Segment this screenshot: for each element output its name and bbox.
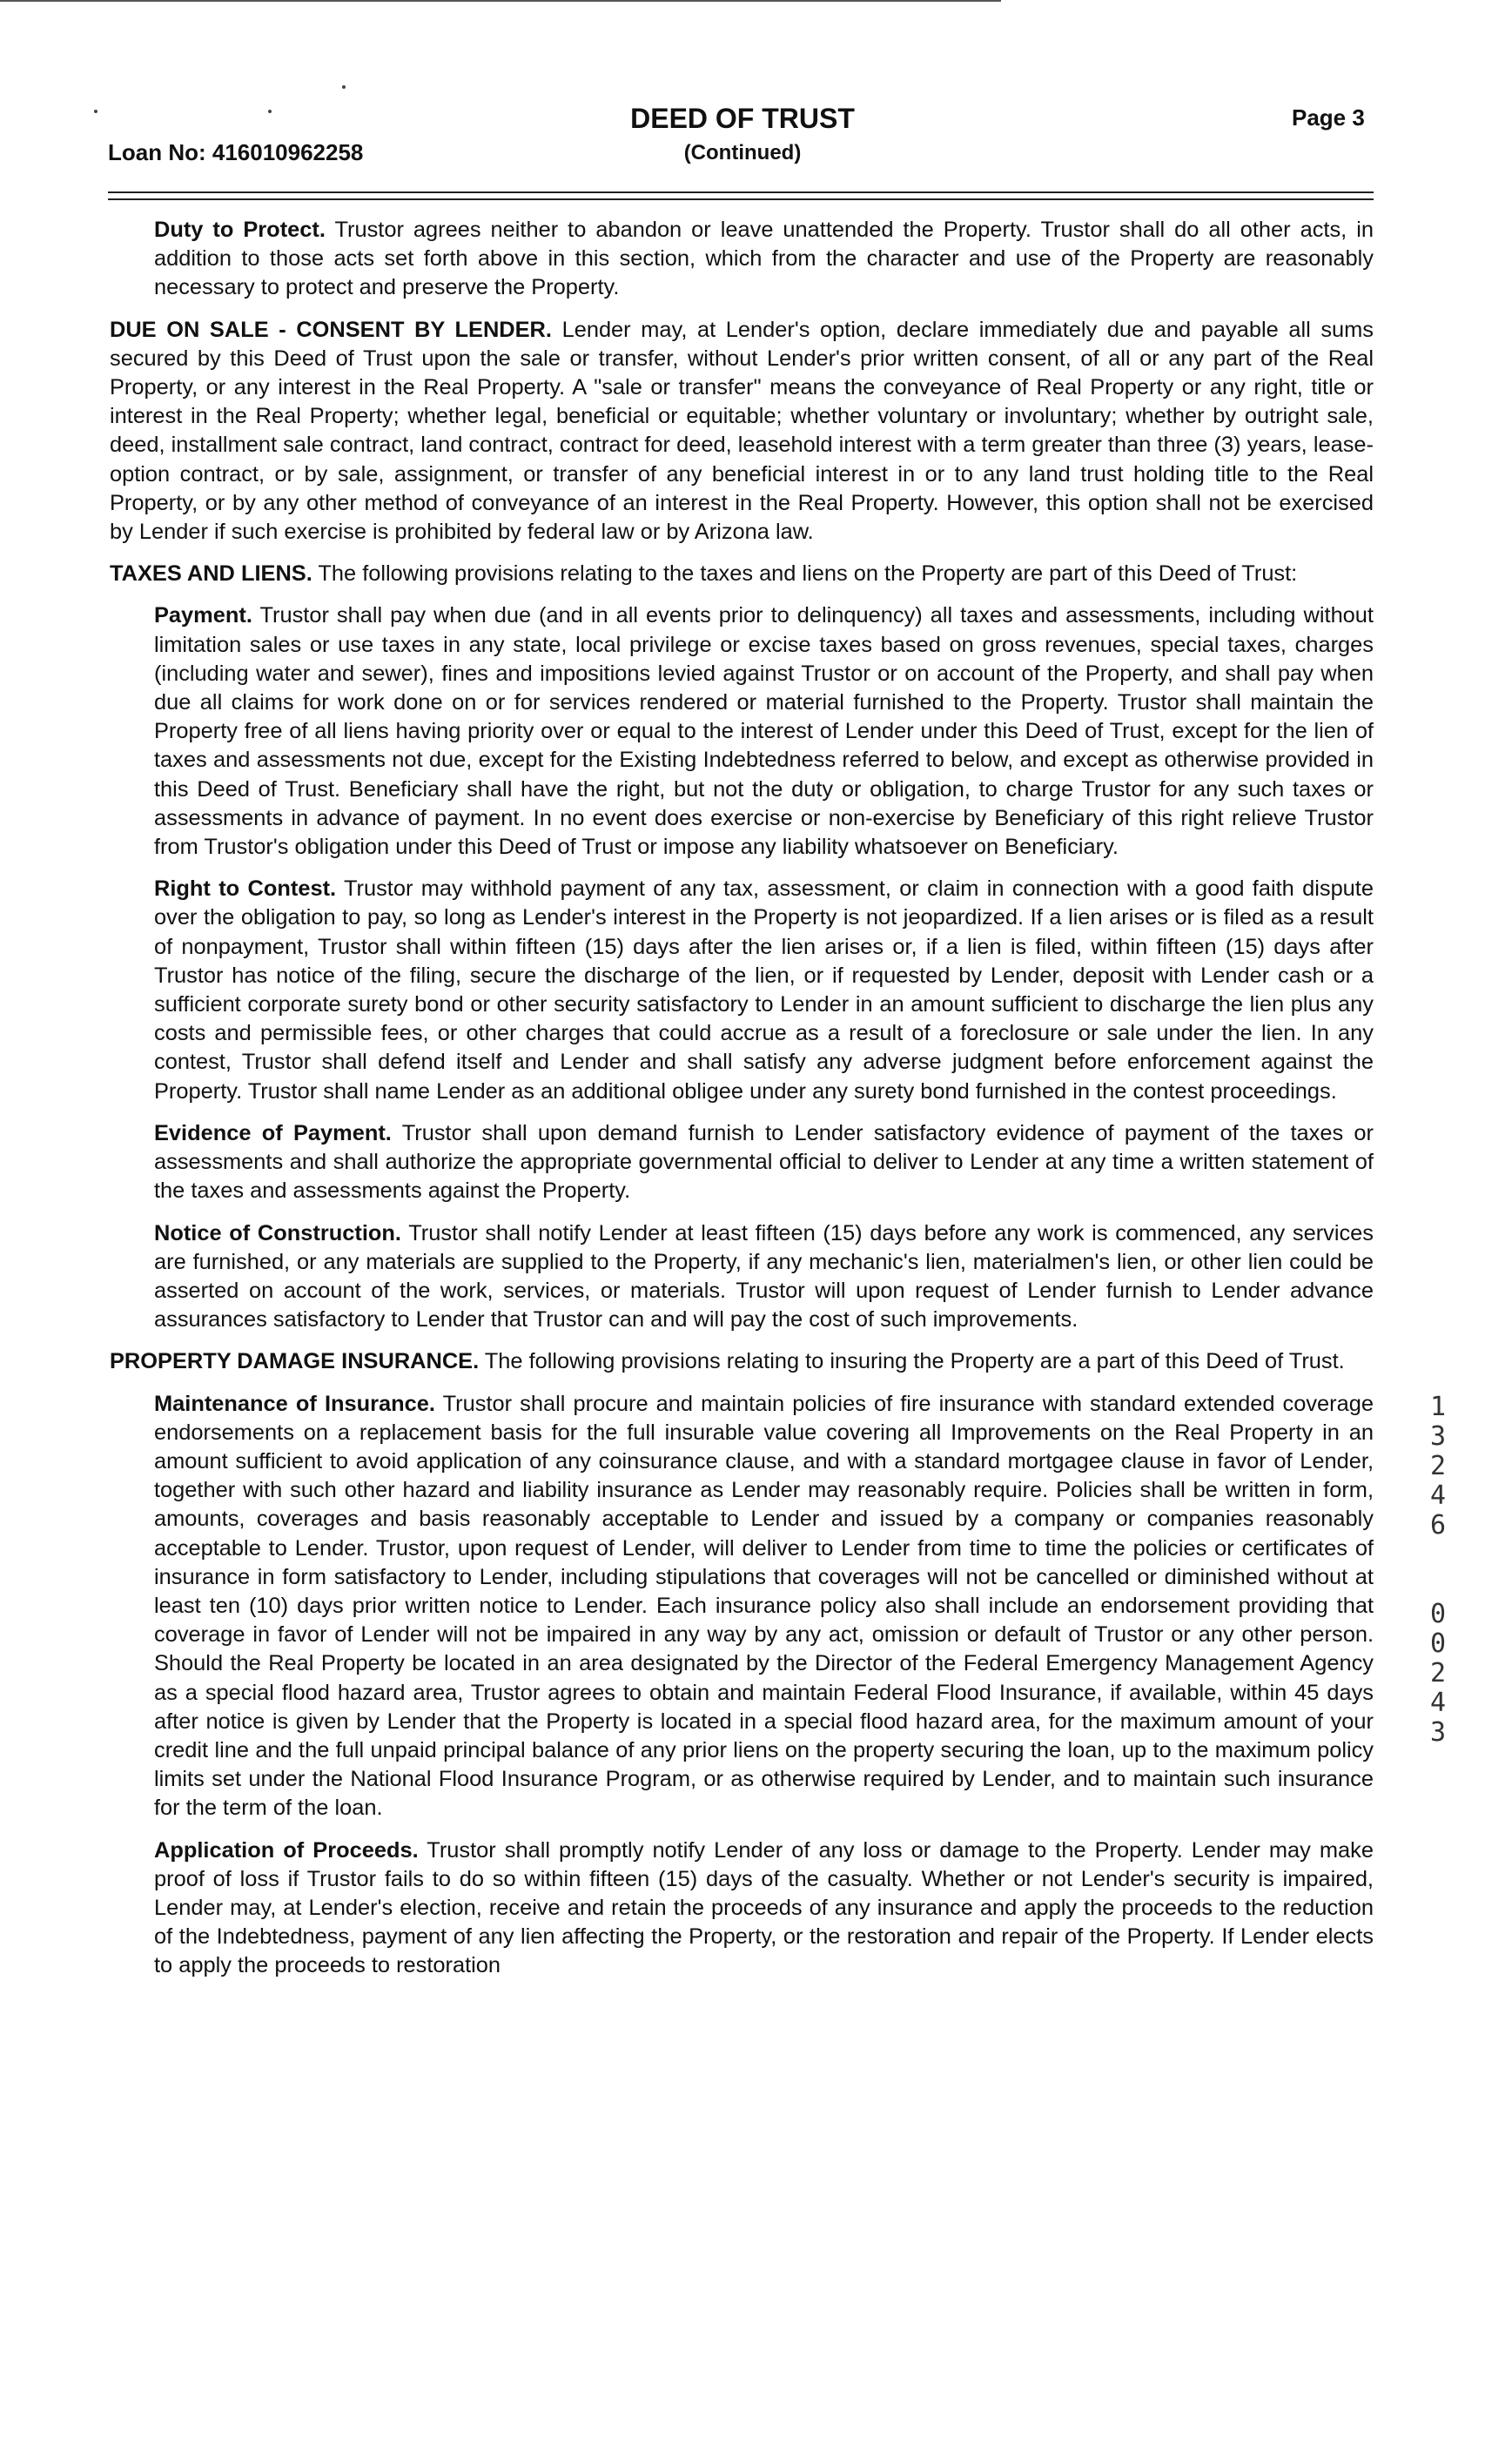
section-heading: TAXES AND LIENS.	[110, 561, 312, 587]
document-body	[110, 216, 1374, 1994]
section-taxes-and-liens	[110, 560, 1374, 588]
scan-speck	[342, 85, 346, 89]
section-property-damage-insurance	[110, 1347, 1374, 1376]
document-title: DEED OF TRUST	[630, 103, 855, 134]
section-application-of-proceeds	[154, 1836, 1374, 1981]
section-text: Lender may, at Lender's option, declare immediately due and payable all sums secured by this Deed of Trust upon the sale or transfer, without Lender's prior written consent, of all or any part of the Real Property, or any interest in the Real Property. A "sale or transfer" means the conveyance of Real Property or any right, title or interest in the Real Property; whether legal, beneficial or equitable; whether voluntary or involuntary; whether by outright sale, deed, installment sale contract, land contract, contract for deed, leasehold interest with a term greater than three (3) years, lease-option contract, or by sale, assignment, or transfer of any beneficial interest in or to any land trust holding title to the Real Property, or by any other method of conveyance of an interest in the Real Property. However, this option shall not be exercised by Lender if such exercise is prohibited by federal law or by Arizona law.	[110, 317, 1374, 545]
section-heading: Right to Contest.	[154, 876, 337, 902]
section-evidence-of-payment	[154, 1119, 1374, 1206]
section-text: Trustor may withhold payment of any tax, assessment, or claim in connection with a good faith dispute over the obligation to pay, so long as Lender's interest in the Property is not jeopardized. If a lien arises or is filed as a result of nonpayment, Trustor shall within fifteen (15) days after the lien arises or, if a lien is filed, within fifteen (15) days after Trustor has notice of the filing, secure the discharge of the lien, or if requested by Lender, deposit with Lender cash or a sufficient corporate surety bond or other security satisfactory to Lender in an amount sufficient to discharge the lien plus any costs and permissible fees, or other charges that could accrue as a result of a foreclosure or sale under the lien. In any contest, Trustor shall defend itself and Lender and shall satisfy any adverse judgment before enforcement against the Property. Trustor shall name Lender as an additional obligee under any surety bond furnished in the contest proceedings.	[154, 876, 1374, 1104]
scan-top-edge	[0, 0, 1001, 2]
section-text: The following provisions relating to insuring the Property are a part of this Deed of Trust.	[484, 1349, 1345, 1374]
section-heading: Maintenance of Insurance.	[154, 1391, 435, 1416]
section-due-on-sale	[110, 316, 1374, 547]
section-duty-to-protect	[154, 216, 1374, 303]
section-text: Trustor shall notify Lender at least fifteen (15) days before any work is commenced, any services are furnished, or any materials are supplied to the Property, if any mechanic's lien, materialmen's lien, or other lien could be asserted on account of the work, services, or materials. Trustor will upon request of Lender furnish to Lender advance assurances satisfactory to Lender that Trustor can and will pay the cost of such improvements.	[154, 1220, 1374, 1333]
loan-number: Loan No: 416010962258	[108, 139, 364, 165]
section-text: Trustor shall procure and maintain policies of fire insurance with standard extended coverage endorsements on a replacement basis for the full insurable value covering all Improvements on the Real Property in an amount sufficient to avoid application of any coinsurance clause, and with a standard mortgagee clause in favor of Lender, together with such other hazard and liability insurance as Lender may reasonably require. Policies shall be written in form, amounts, coverages and basis reasonably acceptable to Lender and issued by a company or companies reasonably acceptable to Lender. Trustor, upon request of Lender, will deliver to Lender from time to time the policies or certificates of insurance in form satisfactory to Lender, including stipulations that coverages will not be cancelled or diminished without at least ten (10) days prior written notice to Lender. Each insurance policy also shall include an endorsement providing that coverage in favor of Lender will not be impaired in any way by any act, omission or default of Trustor or any other person. Should the Real Property be located in an area designated by the Director of the Federal Emergency Management Agency as a special flood hazard area, Trustor agrees to obtain and maintain Federal Flood Insurance, if available, within 45 days after notice is given by Lender that the Property is located in a special flood hazard area, for the maximum amount of your credit line and the full unpaid principal balance of any prior liens on the property securing the loan, up to the maximum policy limits set under the National Flood Insurance Program, or as otherwise required by Lender, and to maintain such insurance for the term of the loan.	[154, 1391, 1374, 1821]
header-rule	[108, 198, 1374, 200]
section-notice-of-construction	[154, 1219, 1374, 1335]
section-text: Trustor shall pay when due (and in all events prior to delinquency) all taxes and assessments, including without limitation sales or use taxes in any state, local privilege or excise taxes based on gross revenues, special taxes, charges (including water and sewer), fines and impositions levied against Trustor or on account of the Property, and shall pay when due all claims for work done on or for services rendered or material furnished to the Property. Trustor shall maintain the Property free of all liens having priority over or equal to the interest of Lender under this Deed of Trust, except for the lien of taxes and assessments not due, except for the Existing Indebtedness referred to below, and except as otherwise provided in this Deed of Trust. Beneficiary shall have the right, but not the duty or obligation, to charge Trustor for any such taxes or assessments in advance of payment. In no event does exercise or non-exercise by Beneficiary of this right relieve Trustor from Trustor's obligation under this Deed of Trust or impose any liability whatsoever on Beneficiary.	[154, 603, 1374, 860]
section-heading: Evidence of Payment.	[154, 1120, 392, 1145]
section-heading: Notice of Construction.	[154, 1220, 401, 1245]
header-rule	[108, 191, 1374, 193]
section-heading: Duty to Protect.	[154, 218, 326, 242]
recording-stamp-number: 1 3 2 4 6 0 0 2 4 3	[1429, 1392, 1447, 1748]
section-payment	[154, 601, 1374, 862]
page-number: Page 3	[1292, 104, 1365, 131]
section-maintenance-of-insurance	[154, 1390, 1374, 1823]
section-heading: PROPERTY DAMAGE INSURANCE.	[110, 1349, 480, 1374]
section-heading: Application of Proceeds.	[154, 1837, 419, 1863]
section-heading: Payment.	[154, 603, 252, 628]
section-text: The following provisions relating to the taxes and liens on the Property are part of this Deed of Trust:	[318, 561, 1298, 587]
section-text: Trustor shall promptly notify Lender of any loss or damage to the Property. Lender may make proof of loss if Trustor fails to do so within fifteen (15) days of the casualty. Whether or not Lender's security is impaired, Lender may, at Lender's election, receive and retain the proceeds of any insurance and apply the proceeds to the reduction of the Indebtedness, payment of any lien affecting the Property, or the restoration and repair of the Property. If Lender elects to apply the proceeds to restoration	[154, 1837, 1374, 1978]
section-right-to-contest	[154, 875, 1374, 1106]
document-subtitle: (Continued)	[683, 141, 802, 164]
section-text: Trustor shall upon demand furnish to Lender satisfactory evidence of payment of the taxes or assessments and shall authorize the appropriate governmental official to deliver to Lender at any time a written statement of the taxes and assessments against the Property.	[154, 1120, 1374, 1204]
section-heading: DUE ON SALE - CONSENT BY LENDER.	[110, 317, 552, 342]
section-text: Trustor agrees neither to abandon or leave unattended the Property. Trustor shall do all other acts, in addition to those acts set forth above in this section, which from the character and use of the Property are reasonably necessary to protect and preserve the Property.	[154, 218, 1374, 300]
